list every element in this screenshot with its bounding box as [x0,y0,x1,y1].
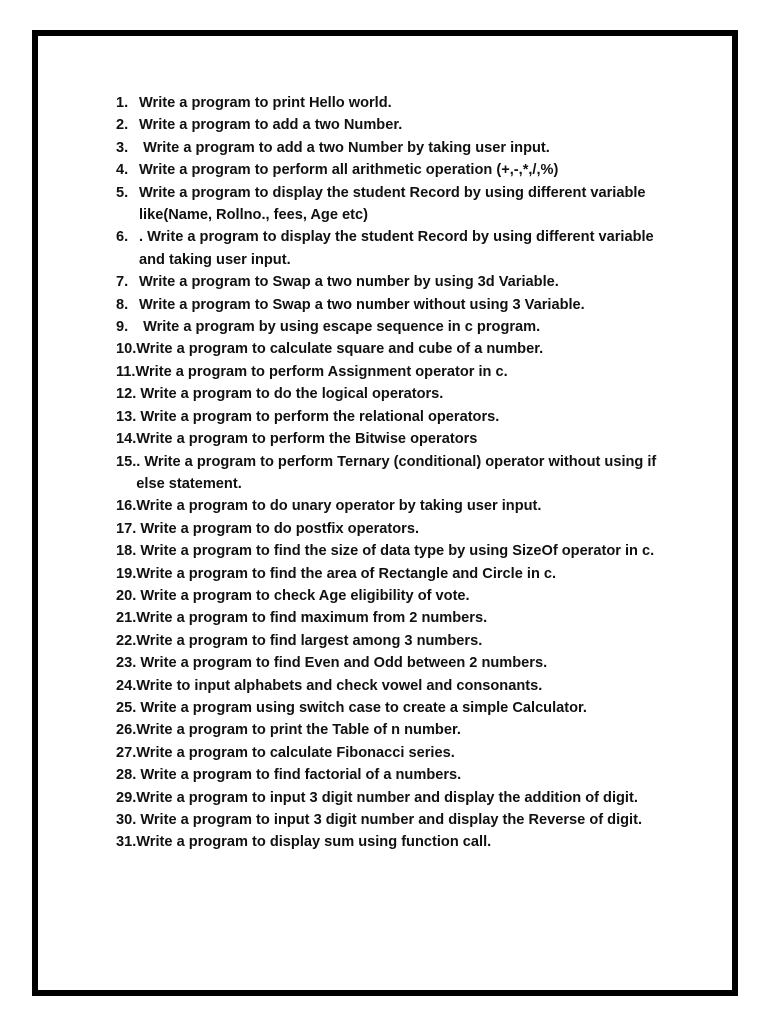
question-item [116,383,676,405]
question-item [116,787,676,809]
question-number: 28. [116,767,137,784]
question-number: 18. [116,543,137,560]
question-text: Write a program to do unary operator by taking user input. [136,498,542,515]
document-page [32,30,738,996]
question-item [116,607,676,629]
question-number: 2. [116,117,129,134]
question-number: 21. [116,610,137,627]
question-number: 27. [116,744,137,761]
question-number: 11. [116,363,136,380]
question-number: 19. [116,565,137,582]
question-number: 13. [116,408,137,425]
question-text: Write a program to display the student Record by using different variable like(Name, Rollno., fees, Age etc) [139,184,650,224]
question-number: 24. [116,677,137,694]
question-number: 9. [116,319,129,336]
question-item [116,630,676,652]
question-list [116,92,676,854]
question-item [116,697,676,719]
question-text: Write a program to input 3 digit number and display the Reverse of digit. [136,812,643,828]
question-item [116,675,676,697]
question-item [116,742,676,764]
question-item [116,652,676,674]
question-number: 25. [116,699,137,716]
question-item [116,495,676,517]
question-text: Write a program to perform Assignment operator in c. [135,363,508,380]
question-item [116,540,676,562]
question-item [116,451,676,496]
question-text: . Write a program to perform Ternary (conditional) operator without using if else statement. [136,453,661,492]
question-number: 17. [116,520,137,537]
question-number: 15. [116,453,137,470]
question-item [116,226,676,271]
question-item [116,428,676,450]
question-item [116,137,676,159]
question-number: 12. [116,386,137,403]
question-number: 6. [116,229,129,246]
question-text: Write a program to perform all arithmetic operation (+,-,*,/,%) [139,162,559,179]
question-text: Write a program to find maximum from 2 numbers. [136,610,488,627]
question-number: 30. [116,812,137,828]
question-number: 14. [116,431,137,448]
question-text: Write a program to Swap a two number without using 3 Variable. [139,296,585,313]
question-number: 31. [116,834,137,851]
question-text: Write a program using switch case to create a simple Calculator. [136,699,587,716]
question-item [116,114,676,136]
question-item [116,271,676,293]
question-text: Write a program to find the area of Rectangle and Circle in c. [136,565,557,582]
question-number: 8. [116,296,129,313]
question-item [116,316,676,338]
question-number: 5. [116,184,129,201]
question-number: 16. [116,498,137,515]
question-text: Write a program to find the size of data type by using SizeOf operator in c. [136,543,655,560]
question-item [116,809,676,831]
question-item [116,764,676,786]
question-item [116,585,676,607]
question-item [116,338,676,360]
question-text: Write a program to find Even and Odd between 2 numbers. [136,655,548,672]
question-text: Write a program to print the Table of n number. [136,722,461,739]
question-text: Write a program to add a two Number. [139,117,403,134]
question-text: Write a program by using escape sequence in c program. [139,319,541,336]
question-text: Write a program to find largest among 3 numbers. [136,632,483,649]
question-number: 26. [116,722,137,739]
question-item [116,92,676,114]
question-number: 4. [116,162,129,179]
question-number: 10. [116,341,137,358]
question-text: Write a program to perform the Bitwise operators [136,431,478,448]
question-text: Write a program to perform the relational operators. [136,408,500,425]
question-text: Write a program to find factorial of a numbers. [136,767,462,784]
question-item [116,518,676,540]
question-number: 7. [116,274,129,291]
question-text: Write a program to check Age eligibility of vote. [136,587,470,604]
question-text: Write a program to calculate square and cube of a number. [136,341,544,358]
question-text: Write to input alphabets and check vowel and consonants. [136,677,543,694]
question-text: Write a program to input 3 digit number and display the addition of digit. [136,789,638,806]
question-item [116,361,676,383]
question-number: 3. [116,139,129,156]
question-item [116,182,676,227]
question-item [116,294,676,316]
question-number: 22. [116,632,137,649]
question-text: Write a program to calculate Fibonacci series. [136,744,455,761]
question-text: Write a program to Swap a two number by using 3d Variable. [139,274,559,291]
question-number: 1. [116,95,129,111]
question-item [116,719,676,741]
question-text: . Write a program to display the student Record by using different variable and taking user input. [139,229,658,268]
question-number: 29. [116,789,137,806]
question-item [116,406,676,428]
question-item [116,159,676,181]
question-item [116,563,676,585]
question-text: Write a program to display sum using function call. [136,834,492,851]
question-text: Write a program to print Hello world. [139,95,392,111]
question-item [116,831,676,853]
question-text: Write a program to add a two Number by taking user input. [139,139,550,156]
question-number: 23. [116,655,137,672]
question-text: Write a program to do postfix operators. [136,520,420,537]
question-number: 20. [116,587,137,604]
question-text: Write a program to do the logical operators. [136,386,444,403]
